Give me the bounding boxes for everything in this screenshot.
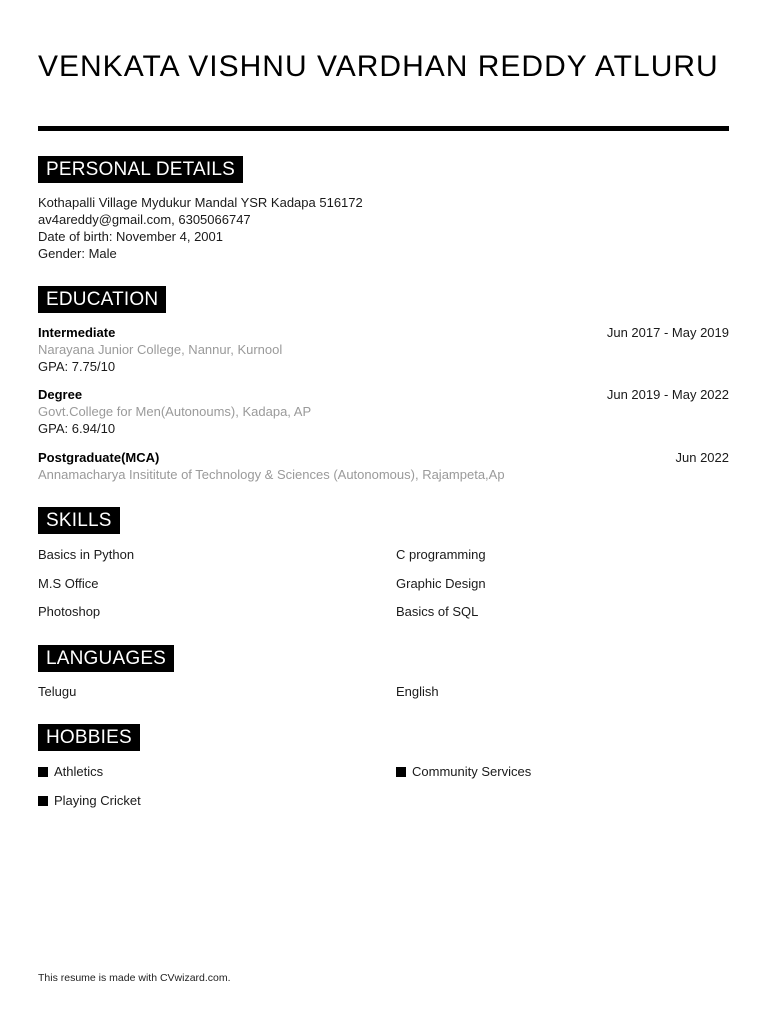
date-of-birth-line: Date of birth: November 4, 2001: [38, 229, 223, 244]
resume-page: [38, 0, 729, 1024]
hobby-label: Playing Cricket: [54, 793, 141, 808]
gender-line: Gender: Male: [38, 246, 117, 261]
education-date: Jun 2019 - May 2022: [606, 387, 729, 402]
personal-details-list: [38, 194, 363, 262]
hobby-label: Athletics: [54, 764, 104, 779]
language-item: English: [396, 684, 439, 699]
education-degree: Intermediate: [38, 325, 116, 340]
skill-item: Basics in Python: [38, 547, 135, 562]
education-date: Jun 2017 - May 2019: [606, 325, 729, 340]
skill-item: Basics of SQL: [396, 604, 479, 619]
education-date: Jun 2022: [675, 450, 729, 465]
section-title-hobbies: HOBBIES: [38, 724, 140, 751]
candidate-name: VENKATA VISHNU VARDHAN REDDY ATLURU: [38, 50, 719, 83]
education-item-intermediate: [38, 324, 729, 375]
skill-item: M.S Office: [38, 576, 99, 591]
footer-note: This resume is made with CVwizard.com.: [38, 972, 231, 984]
section-title-languages: LANGUAGES: [38, 645, 174, 672]
skill-item: C programming: [396, 547, 486, 562]
hobby-item: [38, 763, 103, 780]
header-divider: [38, 126, 729, 131]
education-school: Narayana Junior College, Nannur, Kurnool: [38, 342, 283, 357]
skill-item: Graphic Design: [396, 576, 486, 591]
education-item-degree: [38, 386, 729, 437]
section-title-personal-details: PERSONAL DETAILS: [38, 156, 243, 183]
education-school: Govt.College for Men(Autonoums), Kadapa, AP: [38, 404, 312, 419]
education-gpa: GPA: 7.75/10: [38, 359, 116, 374]
education-gpa: GPA: 6.94/10: [38, 421, 116, 436]
hobby-item: [38, 792, 141, 809]
education-degree: Degree: [38, 387, 83, 402]
square-bullet-icon: [38, 767, 48, 777]
address-line: Kothapalli Village Mydukur Mandal YSR Kadapa 516172: [38, 195, 363, 210]
square-bullet-icon: [38, 796, 48, 806]
education-degree: Postgraduate(MCA): [38, 450, 160, 465]
hobby-label: Community Services: [412, 764, 532, 779]
square-bullet-icon: [396, 767, 406, 777]
hobby-item: [396, 763, 531, 780]
education-school: Annamacharya Insititute of Technology & Sciences (Autonomous), Rajampeta,Ap: [38, 467, 505, 482]
section-title-skills: SKILLS: [38, 507, 120, 534]
skill-item: Photoshop: [38, 604, 101, 619]
section-title-education: EDUCATION: [38, 286, 166, 313]
contact-line: av4areddy@gmail.com, 6305066747: [38, 212, 251, 227]
language-item: Telugu: [38, 684, 77, 699]
education-item-postgraduate: [38, 449, 729, 483]
